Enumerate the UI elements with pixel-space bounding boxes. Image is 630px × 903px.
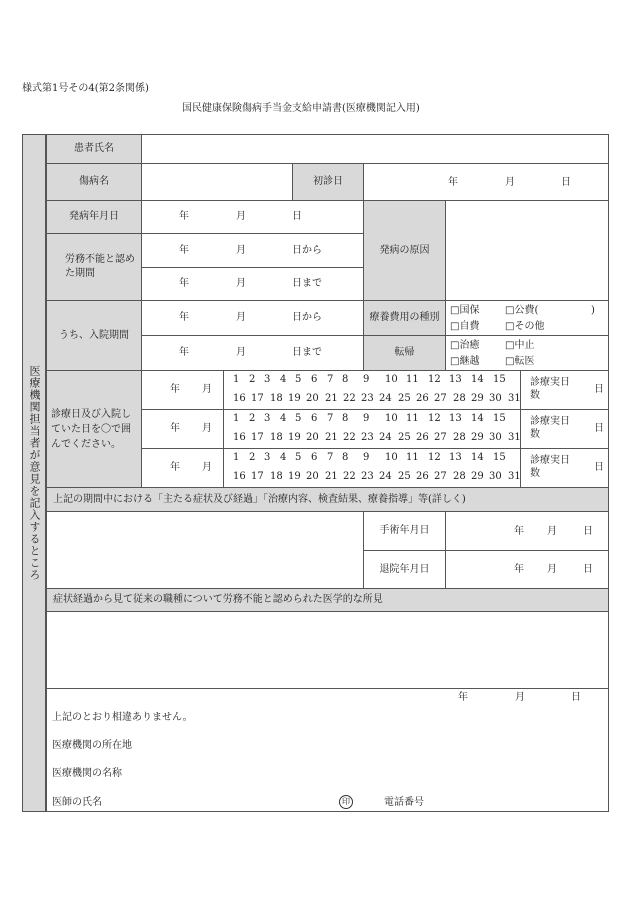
day-22-row1[interactable]: 22: [343, 393, 356, 404]
day-6-row1[interactable]: 6: [311, 374, 318, 385]
actual-days-unit-2: 日: [594, 423, 604, 434]
outcome-option-transferred[interactable]: □転医: [505, 356, 535, 367]
disease-name-label: 傷病名: [46, 163, 142, 201]
day-3-row3[interactable]: 3: [264, 452, 271, 463]
day-1-row2[interactable]: 1: [233, 413, 240, 424]
day-25-row2[interactable]: 25: [398, 432, 411, 443]
actual-days-unit-3: 日: [594, 462, 604, 473]
day-27-row3[interactable]: 27: [434, 471, 447, 482]
work-incapacity-text: 労務不能と認めた期間: [65, 254, 135, 279]
day-23-row3[interactable]: 23: [361, 471, 374, 482]
day-30-row1[interactable]: 30: [489, 393, 502, 404]
day-12-row1[interactable]: 12: [428, 374, 441, 385]
outcome-option-cured[interactable]: □治癒: [450, 340, 480, 351]
day-29-row1[interactable]: 29: [471, 393, 484, 404]
day-26-row3[interactable]: 26: [416, 471, 429, 482]
medical-opinion-field[interactable]: [46, 611, 609, 689]
day-10-row3[interactable]: 10: [385, 452, 398, 463]
discharge-year: 年: [514, 564, 524, 575]
day-13-row3[interactable]: 13: [449, 452, 462, 463]
day-21-row1[interactable]: 21: [325, 393, 338, 404]
onset-month: 月: [236, 211, 246, 222]
onset-cause-field[interactable]: [445, 200, 609, 301]
day-12-row2[interactable]: 12: [428, 413, 441, 424]
cost-option-kouhi-close: ): [591, 305, 595, 316]
day-10-row2[interactable]: 10: [385, 413, 398, 424]
day-7-row1[interactable]: 7: [327, 374, 334, 385]
work-incapacity-label: [46, 233, 142, 301]
day-27-row1[interactable]: 27: [434, 393, 447, 404]
day-15-row3[interactable]: 15: [493, 452, 506, 463]
day-6-row3[interactable]: 6: [311, 452, 318, 463]
day-28-row3[interactable]: 28: [453, 471, 466, 482]
day-14-row3[interactable]: 14: [471, 452, 484, 463]
day-23-row1[interactable]: 23: [361, 393, 374, 404]
day-21-row2[interactable]: 21: [325, 432, 338, 443]
day-24-row2[interactable]: 24: [379, 432, 392, 443]
cert-year: 年: [458, 692, 468, 703]
day-19-row1[interactable]: 19: [288, 393, 301, 404]
form-title: 国民健康保険傷病手当金支給申請書(医療機関記入用): [182, 103, 420, 114]
day-24-row1[interactable]: 24: [379, 393, 392, 404]
day-30-row2[interactable]: 30: [489, 432, 502, 443]
surgery-month: 月: [547, 526, 557, 537]
day-31-row2[interactable]: 31: [508, 432, 521, 443]
onset-date-label: 発病年月日: [46, 200, 142, 234]
first-visit-month: 月: [505, 177, 515, 188]
onset-date-field[interactable]: [141, 200, 364, 234]
surgery-year: 年: [514, 526, 524, 537]
day-15-row2[interactable]: 15: [493, 413, 506, 424]
form-number: 様式第1号その4(第2条関係): [22, 83, 149, 94]
medical-opinion-header: 症状経過から見て従来の職種について労務不能と認められた医学的な所見: [46, 588, 609, 612]
onset-day: 日: [292, 211, 302, 222]
incapacity-until-year: 年: [179, 278, 189, 289]
incapacity-from-field[interactable]: [141, 233, 364, 268]
seal-mark: 印: [339, 795, 353, 809]
day-4-row1[interactable]: 4: [280, 374, 287, 385]
day-14-row2[interactable]: 14: [471, 413, 484, 424]
day-25-row3[interactable]: 25: [398, 471, 411, 482]
day-2-row2[interactable]: 2: [249, 413, 256, 424]
phone-label: 電話番号: [384, 797, 424, 808]
cost-option-other[interactable]: □その他: [505, 321, 545, 332]
day-18-row3[interactable]: 18: [270, 471, 283, 482]
day-20-row1[interactable]: 20: [306, 393, 319, 404]
surgery-date-label: 手術年月日: [363, 511, 446, 551]
day-11-row2[interactable]: 11: [406, 413, 419, 424]
day-18-row2[interactable]: 18: [270, 432, 283, 443]
day-8-row3[interactable]: 8: [342, 452, 349, 463]
actual-days-label-1: 診療実日数: [530, 377, 570, 401]
discharge-date-label: 退院年月日: [363, 550, 446, 589]
day-3-row2[interactable]: 3: [264, 413, 271, 424]
day-22-row3[interactable]: 22: [343, 471, 356, 482]
day-10-row1[interactable]: 10: [385, 374, 398, 385]
day-9-row1[interactable]: 9: [363, 374, 370, 385]
day-3-row1[interactable]: 3: [264, 374, 271, 385]
day-1-row1[interactable]: 1: [233, 374, 240, 385]
surgery-day: 日: [583, 526, 593, 537]
day-18-row1[interactable]: 18: [270, 393, 283, 404]
certify-statement: 上記のとおり相違ありません。: [52, 712, 193, 723]
day-6-row2[interactable]: 6: [311, 413, 318, 424]
hospital-until-field[interactable]: [141, 335, 364, 371]
day-26-row1[interactable]: 26: [416, 393, 429, 404]
hospital-period-label: うち、入院期間: [46, 300, 142, 371]
discharge-day: 日: [583, 564, 593, 575]
actual-days-label-2: 診療実日数: [530, 416, 570, 440]
day-7-row3[interactable]: 7: [327, 452, 334, 463]
day-13-row1[interactable]: 13: [449, 374, 462, 385]
day-17-row1[interactable]: 17: [251, 393, 264, 404]
day-8-row2[interactable]: 8: [342, 413, 349, 424]
day-22-row2[interactable]: 22: [343, 432, 356, 443]
patient-name-label: 患者氏名: [46, 134, 142, 164]
institution-address-label: 医療機関の所在地: [52, 740, 132, 751]
cert-month: 月: [515, 692, 525, 703]
day-11-row3[interactable]: 11: [406, 452, 419, 463]
day-19-row3[interactable]: 19: [288, 471, 301, 482]
day-25-row1[interactable]: 25: [398, 393, 411, 404]
hospital-until-month: 月: [236, 347, 246, 358]
day-23-row2[interactable]: 23: [361, 432, 374, 443]
incapacity-from-month: 月: [236, 245, 246, 256]
treatment-days-label: [46, 370, 142, 488]
side-label: 医療機関担当者が意見を記入するところ: [28, 365, 41, 581]
day-26-row2[interactable]: 26: [416, 432, 429, 443]
day-17-row2[interactable]: 17: [251, 432, 264, 443]
day-21-row3[interactable]: 21: [325, 471, 338, 482]
incapacity-until-month: 月: [236, 278, 246, 289]
outcome-option-continued[interactable]: □継越: [450, 356, 480, 367]
day-20-row2[interactable]: 20: [306, 432, 319, 443]
month-cell-month-2: 月: [202, 423, 212, 434]
day-31-row3[interactable]: 31: [508, 471, 521, 482]
day-15-row1[interactable]: 15: [493, 374, 506, 385]
actual-days-unit-1: 日: [594, 384, 604, 395]
symptoms-header: 上記の期間中における「主たる症状及び経過」「治療内容、検査結果、療養指導」等(詳しく): [46, 487, 609, 512]
day-14-row1[interactable]: 14: [471, 374, 484, 385]
day-7-row2[interactable]: 7: [327, 413, 334, 424]
first-visit-day: 日: [561, 177, 571, 188]
cost-option-kouhi[interactable]: □公費(: [505, 305, 539, 316]
patient-name-field[interactable]: [141, 134, 609, 164]
day-16-row2[interactable]: 16: [233, 432, 246, 443]
day-28-row1[interactable]: 28: [453, 393, 466, 404]
hospital-until-year: 年: [179, 347, 189, 358]
day-19-row2[interactable]: 19: [288, 432, 301, 443]
institution-name-label: 医療機関の名称: [52, 768, 122, 779]
hospital-from-day: 日から: [292, 312, 322, 323]
day-5-row2[interactable]: 5: [295, 413, 302, 424]
onset-cause-label: 発病の原因: [363, 200, 446, 301]
discharge-month: 月: [547, 564, 557, 575]
day-20-row3[interactable]: 20: [306, 471, 319, 482]
first-visit-field[interactable]: [363, 163, 609, 201]
day-29-row2[interactable]: 29: [471, 432, 484, 443]
day-27-row2[interactable]: 27: [434, 432, 447, 443]
day-28-row2[interactable]: 28: [453, 432, 466, 443]
day-17-row3[interactable]: 17: [251, 471, 264, 482]
onset-year: 年: [179, 211, 189, 222]
day-13-row2[interactable]: 13: [449, 413, 462, 424]
outcome-label: 転帰: [363, 335, 446, 371]
cost-option-jihi[interactable]: □自費: [450, 321, 480, 332]
hospital-from-year: 年: [179, 312, 189, 323]
day-8-row1[interactable]: 8: [342, 374, 349, 385]
doctor-name-label: 医師の氏名: [52, 797, 102, 808]
day-9-row3[interactable]: 9: [363, 452, 370, 463]
day-24-row3[interactable]: 24: [379, 471, 392, 482]
day-30-row3[interactable]: 30: [489, 471, 502, 482]
incapacity-until-field[interactable]: [141, 267, 364, 301]
day-9-row2[interactable]: 9: [363, 413, 370, 424]
month-cell-year-1: 年: [170, 384, 180, 395]
day-5-row1[interactable]: 5: [295, 374, 302, 385]
incapacity-from-year: 年: [179, 245, 189, 256]
day-1-row3[interactable]: 1: [233, 452, 240, 463]
day-2-row1[interactable]: 2: [249, 374, 256, 385]
day-16-row1[interactable]: 16: [233, 393, 246, 404]
day-4-row2[interactable]: 4: [280, 413, 287, 424]
incapacity-from-day: 日から: [292, 245, 322, 256]
side-label-cell: [22, 134, 46, 812]
day-16-row3[interactable]: 16: [233, 471, 246, 482]
outcome-option-stopped[interactable]: □中止: [505, 340, 535, 351]
hospital-until-day: 日まで: [292, 347, 322, 358]
month-cell-month-1: 月: [202, 384, 212, 395]
day-11-row1[interactable]: 11: [406, 374, 419, 385]
day-12-row3[interactable]: 12: [428, 452, 441, 463]
disease-name-field[interactable]: [141, 163, 293, 201]
month-cell-year-3: 年: [170, 462, 180, 473]
cert-day: 日: [571, 692, 581, 703]
month-cell-month-3: 月: [202, 462, 212, 473]
day-2-row3[interactable]: 2: [249, 452, 256, 463]
incapacity-until-day: 日まで: [292, 278, 322, 289]
first-visit-label: 初診日: [292, 163, 364, 201]
treatment-days-text: 診療日及び入院していた日を〇で囲んでください。: [51, 408, 131, 450]
day-5-row3[interactable]: 5: [295, 452, 302, 463]
first-visit-year: 年: [448, 177, 458, 188]
actual-days-label-3: 診療実日数: [530, 455, 570, 479]
month-cell-year-2: 年: [170, 423, 180, 434]
day-4-row3[interactable]: 4: [280, 452, 287, 463]
symptoms-field[interactable]: [46, 511, 364, 589]
day-31-row1[interactable]: 31: [508, 393, 521, 404]
cost-type-label: 療養費用の種別: [363, 300, 446, 336]
day-29-row3[interactable]: 29: [471, 471, 484, 482]
hospital-from-field[interactable]: [141, 300, 364, 336]
cost-option-kokuho[interactable]: □国保: [450, 305, 480, 316]
hospital-from-month: 月: [236, 312, 246, 323]
